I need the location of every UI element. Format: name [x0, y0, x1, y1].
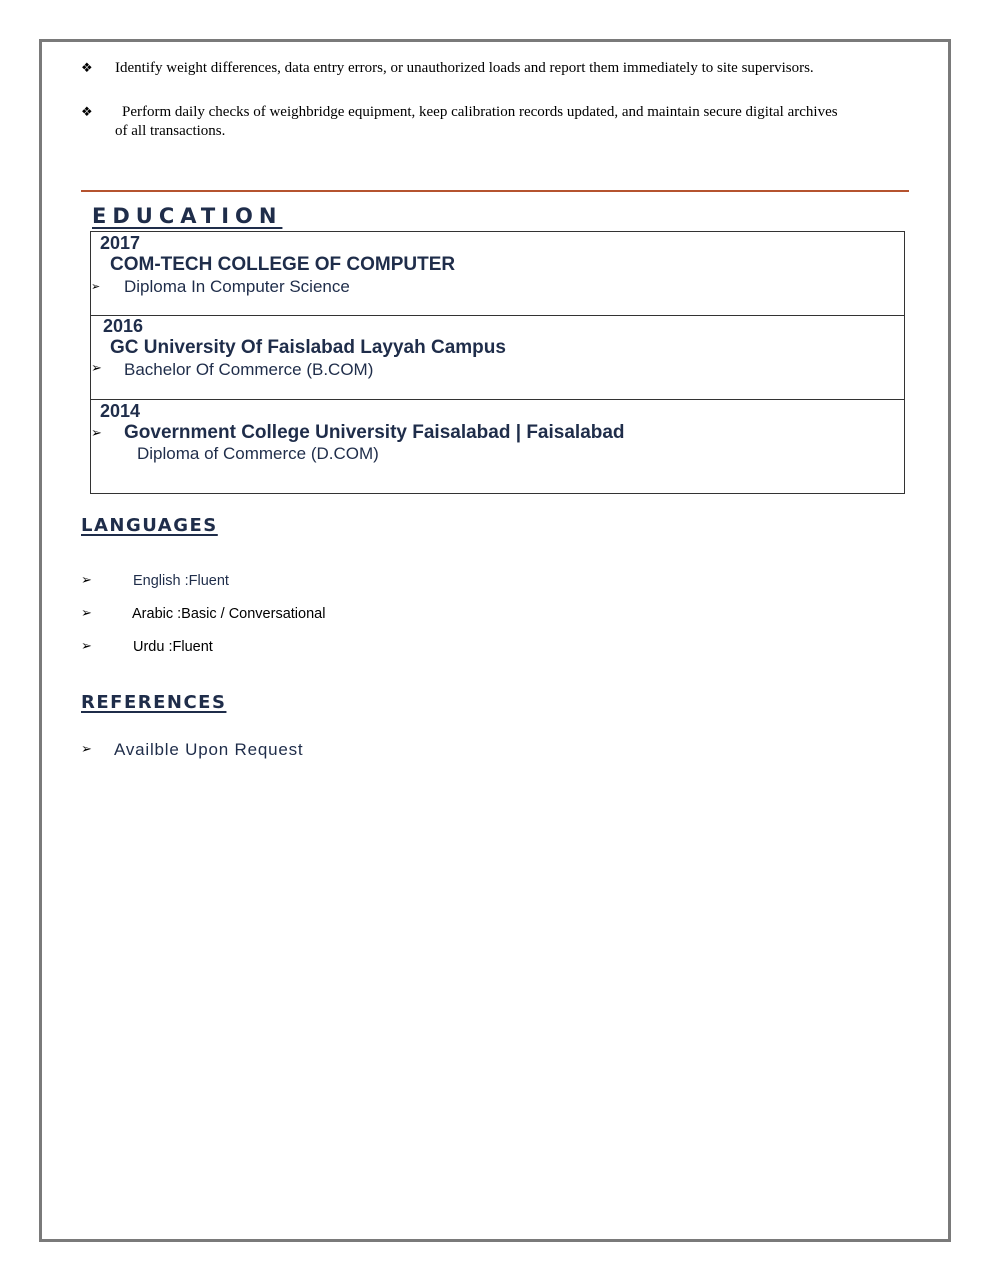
duty-bullet-icon: ❖: [81, 61, 93, 76]
arrow-bullet-icon: ➢: [81, 742, 92, 757]
duty-item: Identify weight differences, data entry errors, or unauthorized loads and report them immediately to site supervisors.: [115, 60, 814, 76]
education-year: 2016: [103, 316, 144, 336]
duty-bullet-icon: ❖: [81, 105, 93, 120]
duty-item-continued: of all transactions.: [115, 123, 226, 139]
language-item: Arabic :Basic / Conversational: [132, 606, 326, 622]
arrow-bullet-icon: ➢: [81, 606, 92, 621]
education-degree: Diploma of Commerce (D.COM): [137, 444, 379, 463]
education-school: GC University Of Faislabad Layyah Campus: [110, 337, 506, 358]
education-degree: Bachelor Of Commerce (B.COM): [124, 360, 374, 379]
education-year: 2017: [100, 233, 141, 253]
arrow-bullet-icon: ➢: [91, 280, 101, 293]
education-degree: Diploma In Computer Science: [124, 277, 350, 296]
arrow-bullet-icon: ➢: [91, 361, 102, 376]
education-heading: EDUCATION: [92, 204, 283, 228]
reference-item: Availble Upon Request: [114, 740, 304, 759]
references-heading: REFERENCES: [81, 692, 227, 713]
languages-heading: LANGUAGES: [81, 515, 218, 536]
duty-item: Perform daily checks of weighbridge equipment, keep calibration records updated, and maintain secure digital archives: [122, 104, 838, 120]
education-year: 2014: [100, 401, 141, 421]
education-row-divider: [91, 399, 904, 400]
education-row-divider: [91, 315, 904, 316]
arrow-bullet-icon: ➢: [81, 573, 92, 588]
arrow-bullet-icon: ➢: [91, 426, 102, 441]
education-school: Government College University Faisalabad | Faisalabad: [124, 422, 625, 443]
arrow-bullet-icon: ➢: [81, 639, 92, 654]
education-school: COM-TECH COLLEGE OF COMPUTER: [110, 254, 456, 275]
language-item: English :Fluent: [133, 573, 229, 589]
language-item: Urdu :Fluent: [133, 639, 213, 655]
section-divider: [81, 190, 909, 192]
